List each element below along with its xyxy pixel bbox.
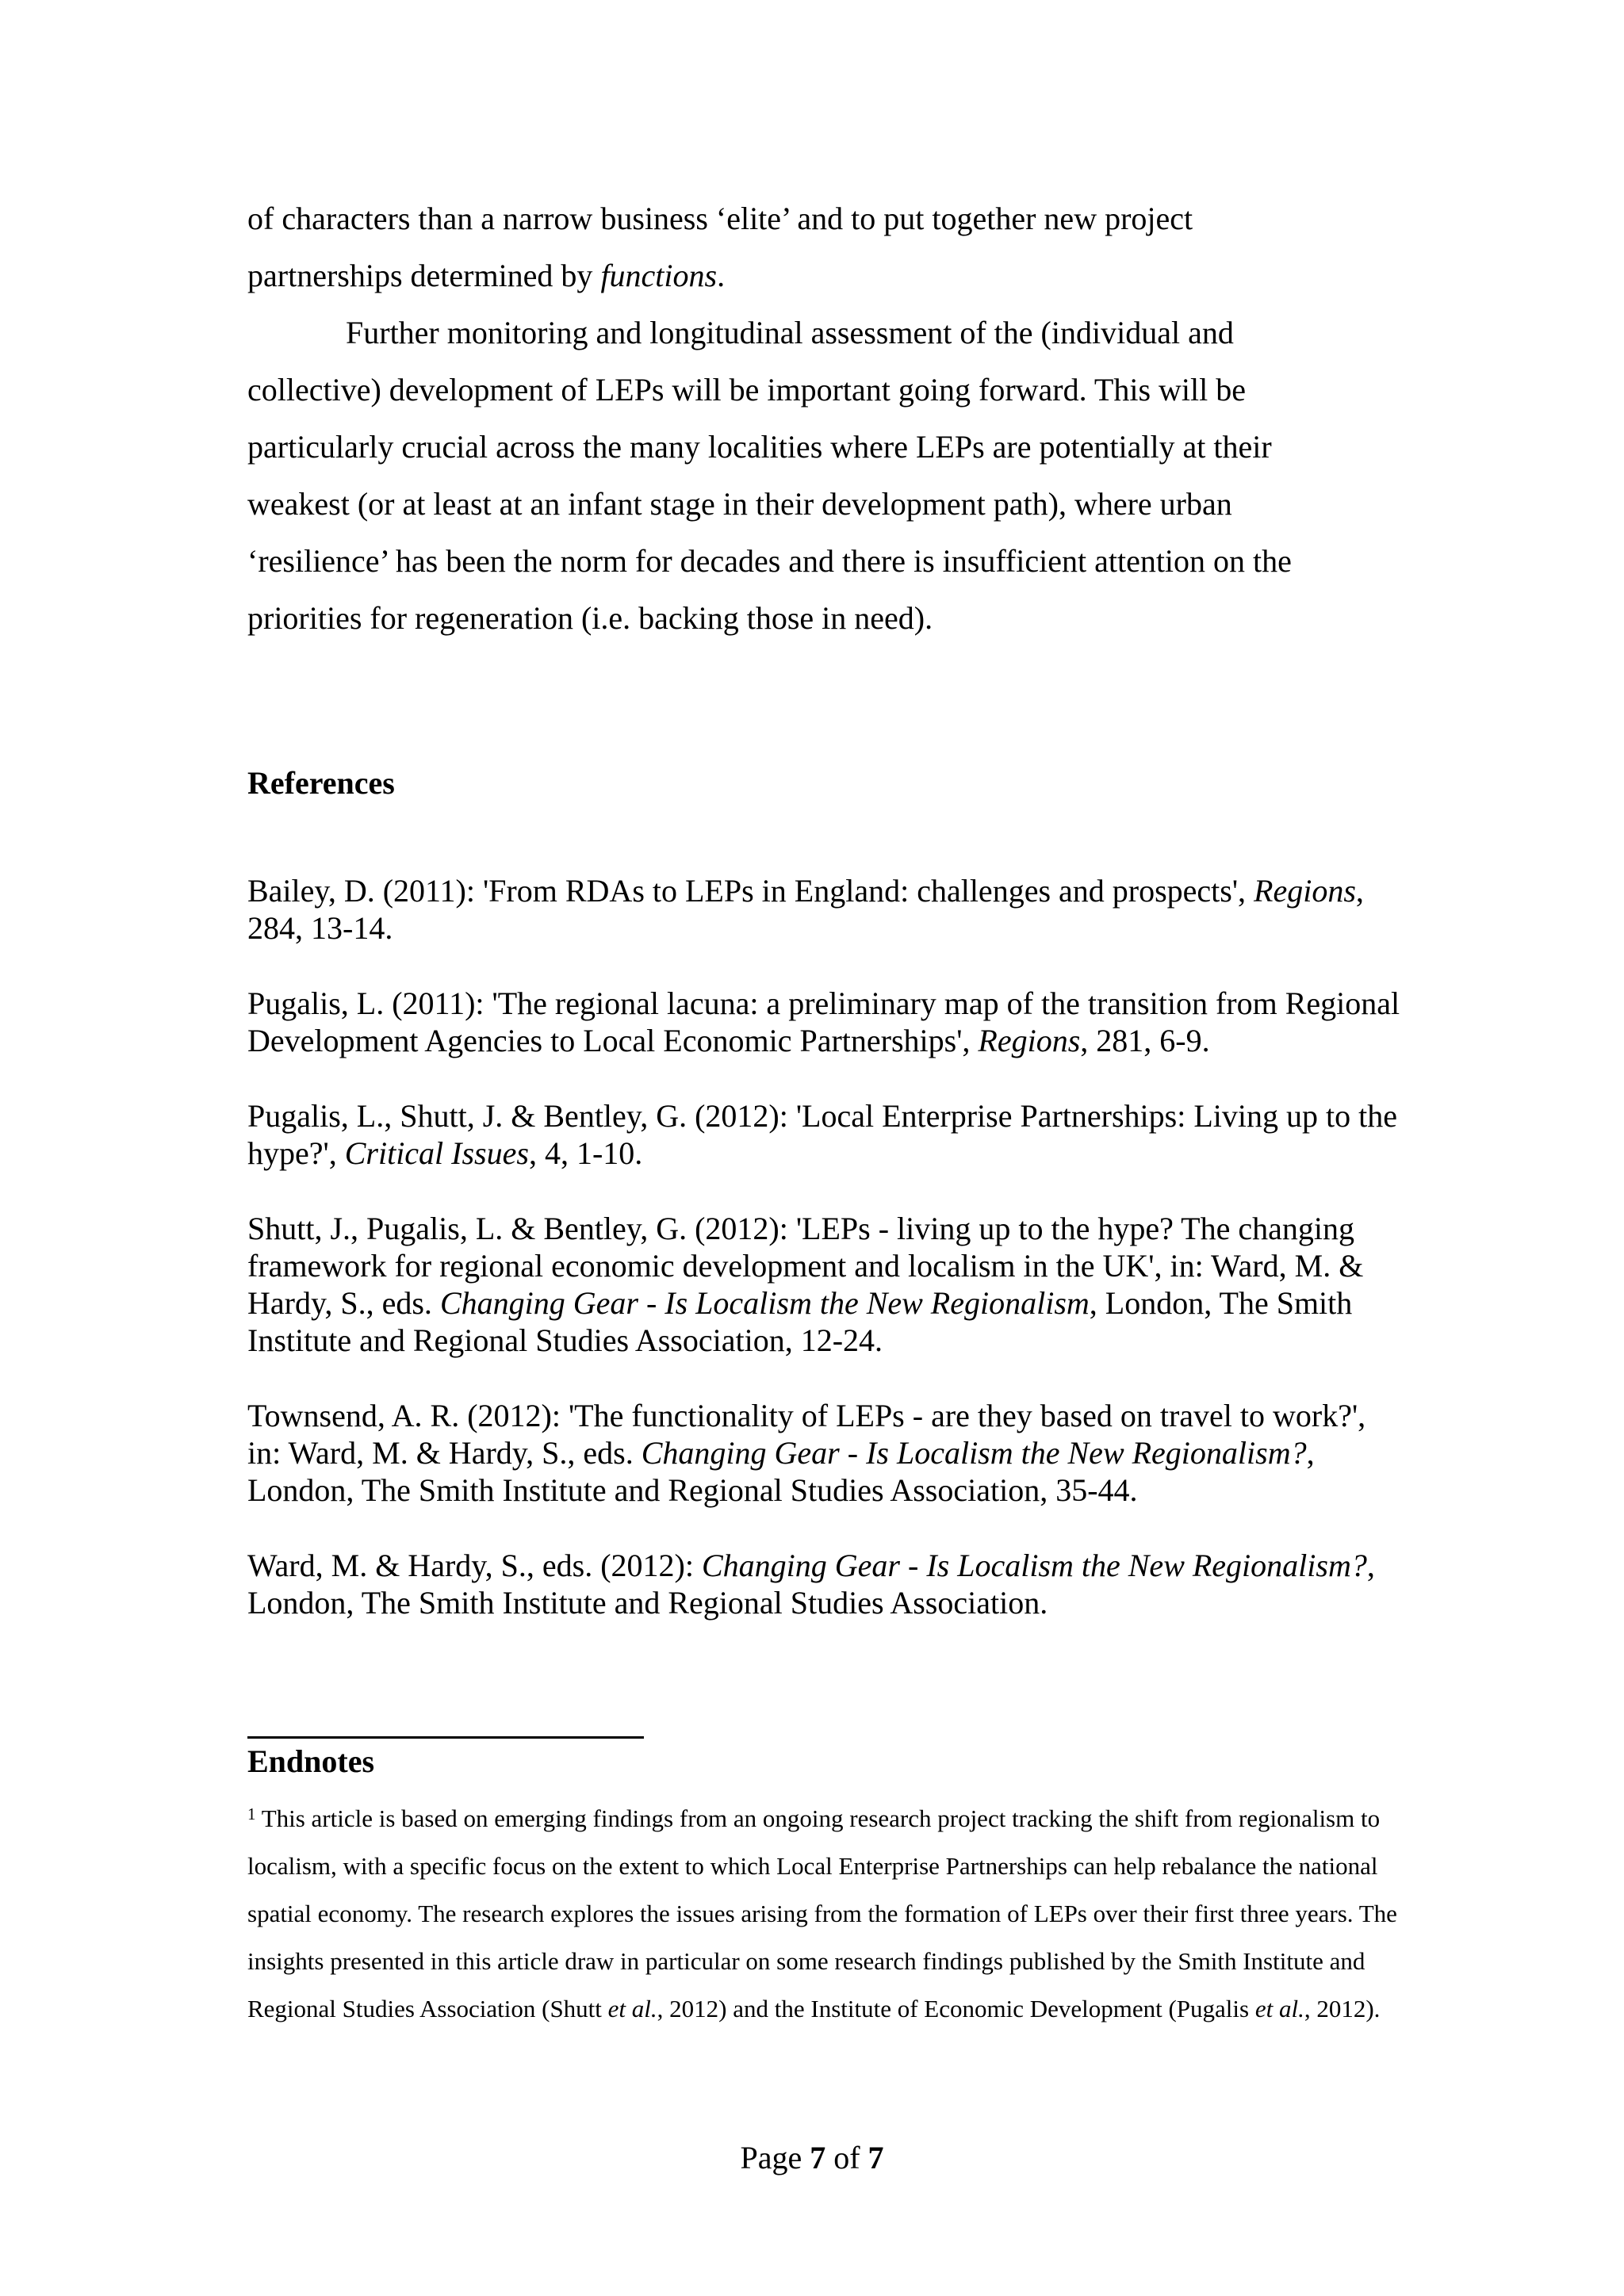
page-footer	[0, 2139, 1624, 2176]
endnote-text-b: , 2012) and the Institute of Economic Development (Pugalis	[657, 1995, 1255, 2022]
reference-text-end: , London, The Smith Institute and Regional Studies Association, 35-44.	[247, 1435, 1315, 1508]
references-list	[247, 872, 1405, 1659]
reference-text: Shutt, J., Pugalis, L. & Bentley, G. (2012): 'LEPs - living up to the hype? The changing framework for regional economic development and localism in the UK', in: Ward, M. & Hardy, S., eds.	[247, 1211, 1364, 1321]
body-text	[247, 190, 1389, 647]
reference-text-end: , London, The Smith Institute and Regional Studies Association.	[247, 1548, 1375, 1621]
reference-text-end: , 284, 13-14.	[247, 873, 1364, 946]
endnote-text-a: This article is based on emerging findings from an ongoing research project tracking the shift from regionalism to localism, with a specific focus on the extent to which Local Enterprise Partnerships can help rebalance the national spatial economy. The research explores the issues arising from the formation of LEPs over their first three years. The insights presented in this article draw in particular on some research findings published by the Smith Institute and Regional Studies Association (Shutt	[247, 1804, 1397, 2022]
endnote-text-c: , 2012).	[1304, 1995, 1381, 2022]
reference-item	[247, 872, 1405, 947]
reference-italic: Changing Gear - Is Localism the New Regionalism?	[641, 1435, 1307, 1471]
endnote-italic-1: et al.	[607, 1995, 657, 2022]
body-line-4: collective) development of LEPs will be important going forward. This will be	[247, 372, 1246, 408]
footer-prefix: Page	[740, 2140, 810, 2175]
endnote-marker: 1	[247, 1804, 256, 1823]
footer-middle: of	[825, 2140, 868, 2175]
body-line-3: Further monitoring and longitudinal assessment of the (individual and	[346, 315, 1234, 350]
reference-item	[247, 985, 1405, 1059]
reference-item	[247, 1210, 1405, 1359]
endnote-italic-2: et al.	[1254, 1995, 1304, 2022]
endnote-1	[247, 1795, 1405, 2033]
reference-italic: Changing Gear - Is Localism the New Regionalism	[439, 1285, 1090, 1321]
reference-text: Townsend, A. R. (2012): 'The functionality of LEPs - are they based on travel to work?', in: Ward, M. & Hardy, S., eds.	[247, 1398, 1366, 1471]
endnotes-heading: Endnotes	[247, 1743, 375, 1779]
references-heading: References	[247, 765, 395, 801]
body-line-5: particularly crucial across the many localities where LEPs are potentially at their	[247, 429, 1272, 465]
body-line-2-italic: functions	[600, 258, 718, 293]
body-line-7: ‘resilience’ has been the norm for decades and there is insufficient attention on the	[247, 543, 1292, 579]
reference-item	[247, 1397, 1405, 1509]
reference-item	[247, 1097, 1405, 1172]
reference-italic: Regions	[978, 1023, 1081, 1058]
body-line-2-text: partnerships determined by	[247, 258, 601, 293]
reference-text-end: , 4, 1-10.	[528, 1135, 643, 1171]
endnote-divider	[247, 1736, 644, 1739]
reference-text-end: , 281, 6-9.	[1080, 1023, 1210, 1058]
reference-text: Pugalis, L. (2011): 'The regional lacuna: a preliminary map of the transition from Regional Development Agencies to Local Economic Partnerships',	[247, 985, 1400, 1058]
page-number-current: 7	[810, 2140, 826, 2175]
reference-text: Ward, M. & Hardy, S., eds. (2012):	[247, 1548, 702, 1583]
reference-italic: Critical Issues	[344, 1135, 529, 1171]
reference-text: Pugalis, L., Shutt, J. & Bentley, G. (2012): 'Local Enterprise Partnerships: Living up to the hype?',	[247, 1098, 1397, 1171]
page-number-total: 7	[868, 2140, 884, 2175]
reference-text: Bailey, D. (2011): 'From RDAs to LEPs in England: challenges and prospects',	[247, 873, 1254, 909]
reference-italic: Regions	[1254, 873, 1356, 909]
body-line-6: weakest (or at least at an infant stage in their development path), where urban	[247, 486, 1232, 522]
body-line-2	[247, 247, 1389, 304]
body-line-1: of characters than a narrow business ‘elite’ and to put together new project	[247, 201, 1193, 236]
reference-item	[247, 1547, 1405, 1621]
reference-text-end: , London, The Smith Institute and Regional Studies Association, 12-24.	[247, 1285, 1353, 1358]
body-line-8: priorities for regeneration (i.e. backing those in need).	[247, 600, 933, 636]
body-line-2-end: .	[717, 258, 726, 293]
reference-italic: Changing Gear - Is Localism the New Regionalism?	[702, 1548, 1367, 1583]
